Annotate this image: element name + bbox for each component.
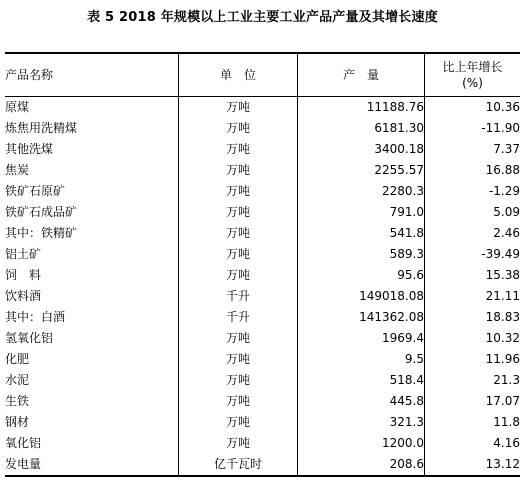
cell-product-name: 铁矿石成品矿 [5,205,78,219]
header-row [5,53,520,97]
table-row [5,139,520,160]
cell-output: 1200.0 [298,433,425,454]
table-row [5,223,520,244]
cell-unit: 万吨 [179,118,298,139]
table-header [5,53,520,97]
cell-product-name: 化肥 [5,352,30,366]
cell-output: 11188.76 [298,97,425,119]
table-row [5,433,520,454]
cell-unit: 千升 [179,286,298,307]
table-row [5,202,520,223]
cell-growth: 10.32 [425,328,521,349]
cell-product-name: 炼焦用洗精煤 [5,121,78,135]
cell-product-name: 氢氧化铝 [5,331,54,345]
cell-output: 208.6 [298,454,425,476]
cell-unit: 万吨 [179,370,298,391]
cell-product-name: 其中：白酒 [5,310,66,324]
table-row [5,391,520,412]
cell-output: 589.3 [298,244,425,265]
cell-product-name: 原煤 [5,100,30,114]
cell-output: 149018.08 [298,286,425,307]
cell-unit: 万吨 [179,349,298,370]
cell-growth: 11.96 [425,349,521,370]
cell-growth: 2.46 [425,223,521,244]
cell-growth: 18.83 [425,307,521,328]
cell-growth: 4.16 [425,433,521,454]
cell-unit: 万吨 [179,160,298,181]
cell-output: 445.8 [298,391,425,412]
cell-unit: 万吨 [179,433,298,454]
cell-output: 2255.57 [298,160,425,181]
cell-unit: 万吨 [179,202,298,223]
cell-unit: 亿千瓦时 [179,454,298,476]
cell-unit: 千升 [179,307,298,328]
cell-growth: 21.11 [425,286,521,307]
table-row [5,160,520,181]
header-growth [425,53,521,97]
header-product-name: 产品名称 [5,53,179,97]
cell-growth: 15.38 [425,265,521,286]
cell-unit: 万吨 [179,244,298,265]
table-body [5,97,520,477]
cell-product-name: 生铁 [5,394,30,408]
table-row [5,412,520,433]
cell-unit: 万吨 [179,181,298,202]
table-row [5,181,520,202]
header-output: 产 量 [298,53,425,97]
table-row [5,118,520,139]
cell-growth: 7.37 [425,139,521,160]
cell-unit: 万吨 [179,391,298,412]
cell-product-name: 铁矿石原矿 [5,184,66,198]
cell-unit: 万吨 [179,412,298,433]
cell-growth: 16.88 [425,160,521,181]
cell-output: 3400.18 [298,139,425,160]
cell-product-name: 饲 料 [5,268,42,282]
cell-output: 9.5 [298,349,425,370]
cell-growth: -39.49 [425,244,521,265]
table-row [5,265,520,286]
product-output-table [5,52,520,477]
header-growth-label: 比上年增长 [442,60,503,74]
cell-product-name: 发电量 [5,454,179,476]
table-row [5,328,520,349]
table-row [5,307,520,328]
cell-unit: 万吨 [179,139,298,160]
cell-product-name: 焦炭 [5,163,30,177]
cell-output: 95.6 [298,265,425,286]
cell-product-name: 其他洗煤 [5,142,54,156]
table-row [5,349,520,370]
cell-growth: 13.12 [425,454,521,476]
cell-product-name: 水泥 [5,373,30,387]
cell-output: 141362.08 [298,307,425,328]
cell-product-name: 饮料酒 [5,289,42,303]
cell-unit: 万吨 [179,223,298,244]
cell-product-name: 氧化铝 [5,436,42,450]
cell-output: 791.0 [298,202,425,223]
table-row [5,370,520,391]
cell-product-name: 钢材 [5,415,30,429]
cell-unit: 万吨 [179,328,298,349]
cell-unit: 万吨 [179,97,298,119]
cell-output: 518.4 [298,370,425,391]
table-row [5,454,520,476]
cell-output: 1969.4 [298,328,425,349]
header-growth-unit: (%) [462,76,483,90]
cell-output: 541.8 [298,223,425,244]
cell-growth: 11.8 [425,412,521,433]
cell-growth: 10.36 [425,97,521,119]
table-row [5,244,520,265]
cell-growth: 5.09 [425,202,521,223]
cell-output: 2280.3 [298,181,425,202]
cell-growth: -11.90 [425,118,521,139]
table-row [5,97,520,119]
table-row [5,286,520,307]
cell-growth: 17.07 [425,391,521,412]
page-title: 表 5 2018 年规模以上工业主要工业产品产量及其增长速度 [87,10,438,25]
cell-product-name: 其中：铁精矿 [5,226,78,240]
header-unit: 单 位 [179,53,298,97]
cell-output: 321.3 [298,412,425,433]
cell-growth: -1.29 [425,181,521,202]
cell-unit: 万吨 [179,265,298,286]
cell-growth: 21.3 [425,370,521,391]
cell-output: 6181.30 [298,118,425,139]
cell-product-name: 铝土矿 [5,247,42,261]
